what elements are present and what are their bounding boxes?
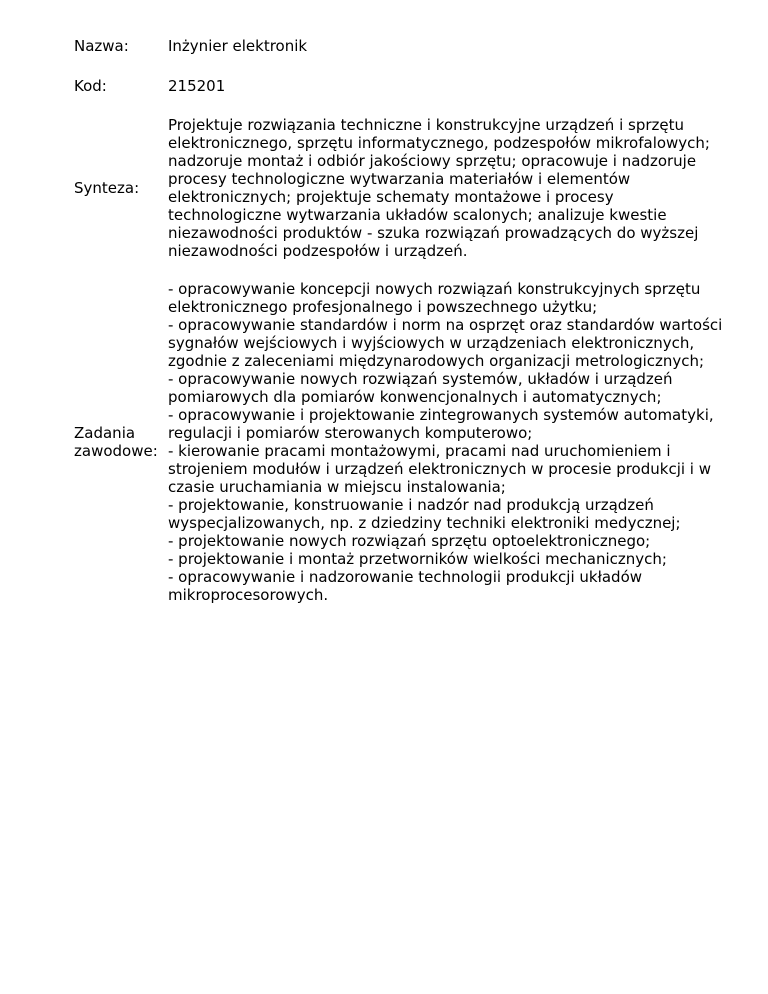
tasks-line: - projektowanie, konstruowanie i nadzór nad produkcją urządzeń [168, 496, 654, 514]
tasks-line: - opracowywanie i nadzorowanie technologii produkcji układów [168, 568, 643, 586]
synthesis-line: procesy technologiczne wytwarzania materiałów i elementów [168, 170, 631, 188]
tasks-line: elektronicznego profesjonalnego i powszechnego użytku; [168, 298, 598, 316]
synthesis-text [168, 116, 734, 260]
code-label: Kod: [74, 77, 107, 95]
tasks-line: - kierowanie pracami montażowymi, pracami nad uruchomieniem i [168, 442, 671, 460]
tasks-label [74, 280, 168, 604]
tasks-line: czasie uruchamiania w miejscu instalowania; [168, 478, 506, 496]
tasks-line: sygnałów wejściowych i wyjściowych w urządzeniach elektronicznych, [168, 334, 695, 352]
synthesis-line: elektronicznego, sprzętu informatycznego, podzespołów mikrofalowych; [168, 134, 710, 152]
tasks-label-line: Zadania [74, 424, 136, 442]
tasks-text [168, 280, 734, 604]
name-value: Inżynier elektronik [168, 37, 308, 55]
synthesis-line: elektronicznych; projektuje schematy montażowe i procesy [168, 188, 614, 206]
synthesis-line: niezawodności podzespołów i urządzeń. [168, 242, 468, 260]
tasks-line: regulacji i pomiarów sterowanych komputerowo; [168, 424, 533, 442]
name-label: Nazwa: [74, 37, 129, 55]
synthesis-row [74, 116, 734, 260]
occupation-table [74, 36, 734, 604]
tasks-line: - opracowywanie nowych rozwiązań systemów, układów i urządzeń [168, 370, 673, 388]
synthesis-line: nadzoruje montaż i odbiór jakościowy sprzętu; opracowuje i nadzoruje [168, 152, 697, 170]
code-row [74, 76, 734, 96]
tasks-line: - opracowywanie koncepcji nowych rozwiązań konstrukcyjnych sprzętu [168, 280, 701, 298]
tasks-line: - projektowanie i montaż przetworników wielkości mechanicznych; [168, 550, 667, 568]
tasks-row [74, 280, 734, 604]
synthesis-label: Synteza: [74, 179, 140, 197]
tasks-line: strojeniem modułów i urządzeń elektronicznych w procesie produkcji i w [168, 460, 711, 478]
code-value: 215201 [168, 77, 226, 95]
synthesis-line: Projektuje rozwiązania techniczne i konstrukcyjne urządzeń i sprzętu [168, 116, 684, 134]
document-page [74, 36, 734, 604]
tasks-line: pomiarowych dla pomiarów konwencjonalnych i automatycznych; [168, 388, 662, 406]
tasks-line: - opracowywanie standardów i norm na osprzęt oraz standardów wartości [168, 316, 723, 334]
synthesis-line: technologiczne wytwarzania układów scalonych; analizuje kwestie [168, 206, 667, 224]
tasks-label-line: zawodowe: [74, 442, 158, 460]
tasks-line: - opracowywanie i projektowanie zintegrowanych systemów automatyki, [168, 406, 714, 424]
tasks-line: wyspecjalizowanych, np. z dziedziny techniki elektroniki medycznej; [168, 514, 681, 532]
synthesis-line: niezawodności produktów - szuka rozwiązań prowadzących do wyższej [168, 224, 699, 242]
tasks-line: - projektowanie nowych rozwiązań sprzętu optoelektronicznego; [168, 532, 651, 550]
name-row [74, 36, 734, 56]
tasks-line: zgodnie z zaleceniami międzynarodowych organizacji metrologicznych; [168, 352, 705, 370]
tasks-line: mikroprocesorowych. [168, 586, 329, 604]
